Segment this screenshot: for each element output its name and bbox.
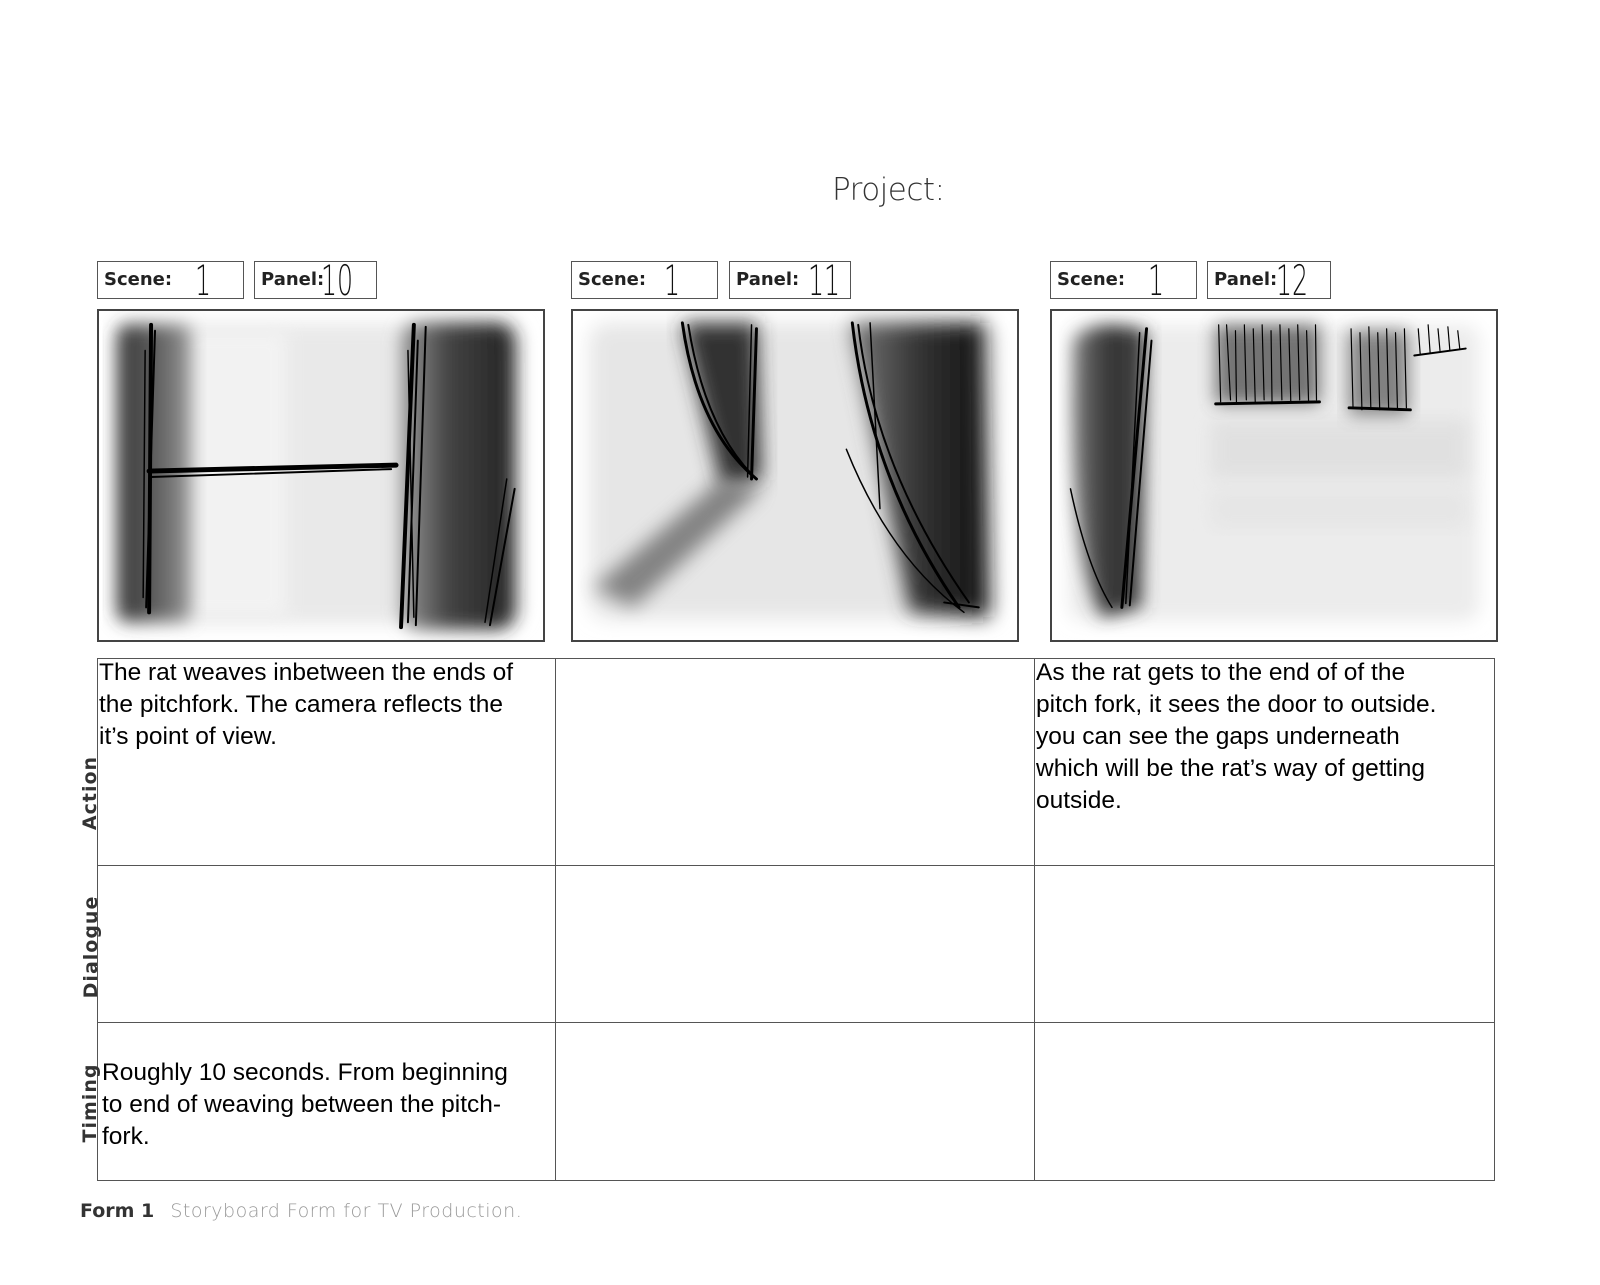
- project-label: Project:: [832, 172, 945, 208]
- scene-label: Scene:: [1057, 269, 1126, 290]
- panel-field-1[interactable]: [254, 256, 377, 305]
- action-text-3[interactable]: As the rat gets to the end of of the pitch fork, it sees the door to outside. you can see the gaps underneath which will be the rat’s way of getting outside.: [1036, 659, 1437, 814]
- panel-label: Panel:: [261, 269, 325, 290]
- scene-label: Scene:: [104, 269, 173, 290]
- scene-value: 1: [195, 256, 212, 305]
- panel-label: Panel:: [1214, 269, 1278, 290]
- form-footer: [80, 1200, 522, 1222]
- column-divider: [555, 659, 556, 1180]
- sketch-frame-1: [97, 309, 545, 642]
- scene-field-2[interactable]: [571, 256, 718, 305]
- scene-field-1[interactable]: [97, 256, 244, 305]
- row-divider: [98, 865, 1494, 866]
- panel-label: Panel:: [736, 269, 800, 290]
- form-number: Form 1: [80, 1200, 155, 1222]
- action-text-1[interactable]: The rat weaves inbetween the ends of the pitchfork. The camera reflects the it’s point of view.: [99, 659, 514, 750]
- row-label-timing: Timing: [79, 1063, 101, 1143]
- scene-field-3[interactable]: [1050, 256, 1197, 305]
- scene-value: 1: [664, 256, 681, 305]
- panel-value: 10: [321, 256, 354, 305]
- panel-value: 12: [1276, 256, 1309, 305]
- storyboard-grid: [97, 658, 1495, 1181]
- row-label-dialogue: Dialogue: [80, 895, 102, 999]
- panel-value: 11: [808, 256, 841, 305]
- sketch-image-2: [573, 311, 1017, 640]
- panel-field-3[interactable]: [1207, 256, 1331, 305]
- sketch-image-3: [1052, 311, 1496, 640]
- scene-value: 1: [1148, 256, 1165, 305]
- row-divider: [98, 1022, 1494, 1023]
- sketch-image-1: [99, 311, 543, 640]
- form-description: Storyboard Form for TV Production.: [170, 1200, 523, 1222]
- column-divider: [1034, 659, 1035, 1180]
- panel-field-2[interactable]: [729, 256, 851, 305]
- sketch-frame-3: [1050, 309, 1498, 642]
- row-label-action: Action: [79, 755, 101, 831]
- sketch-frame-2: [571, 309, 1019, 642]
- timing-text-1[interactable]: Roughly 10 seconds. From beginning to end of weaving between the pitch- fork.: [102, 1059, 508, 1150]
- scene-label: Scene:: [578, 269, 647, 290]
